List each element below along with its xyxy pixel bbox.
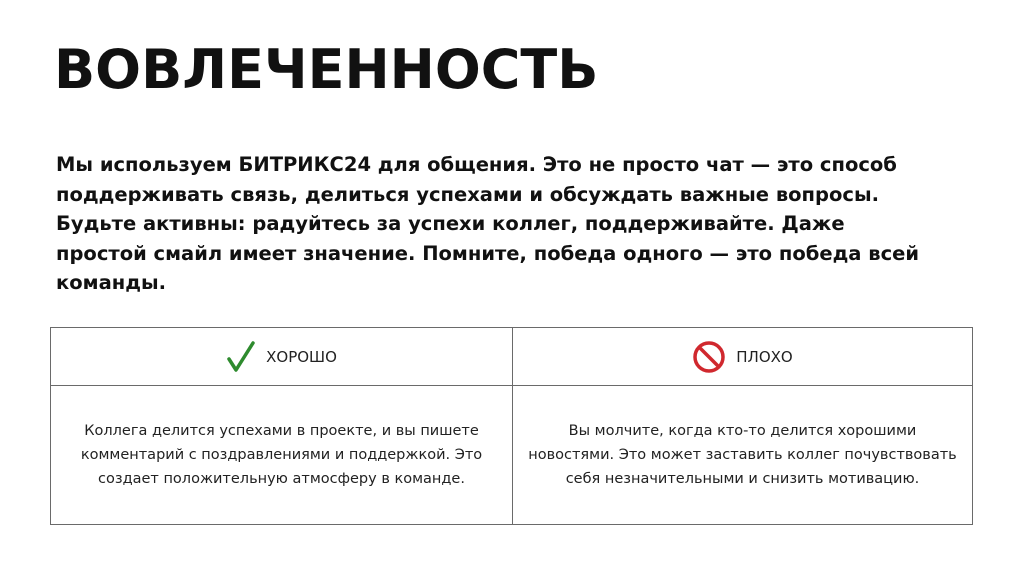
slide-title: ВОВЛЕЧЕННОСТЬ (54, 38, 599, 101)
prohibited-icon (692, 340, 726, 374)
good-header (51, 328, 513, 386)
bad-description-cell (513, 386, 972, 524)
good-description-cell (51, 386, 513, 524)
checkmark-icon (226, 340, 256, 374)
intro-paragraph: Мы используем БИТРИКС24 для общения. Это не просто чат — это способ поддерживать связь, делиться успехами и обсуждать важные вопросы. Будьте активны: радуйтесь за успехи коллег, поддерживайте. Даже простой смайл имеет значение. Помните, победа одного — это победа всей команды. (56, 153, 920, 294)
bad-description: Вы молчите, когда кто-то делится хорошими новостями. Это может заставить коллег почувствовать себя незначительными и снизить мотивацию. (528, 423, 957, 487)
bad-header (513, 328, 972, 386)
comparison-table (50, 327, 973, 525)
good-label: ХОРОШО (266, 347, 337, 366)
good-description: Коллега делится успехами в проекте, и вы пишете комментарий с поздравлениями и поддержкой. Это создает положительную атмосферу в команде. (80, 423, 483, 487)
bad-label: ПЛОХО (736, 347, 793, 366)
